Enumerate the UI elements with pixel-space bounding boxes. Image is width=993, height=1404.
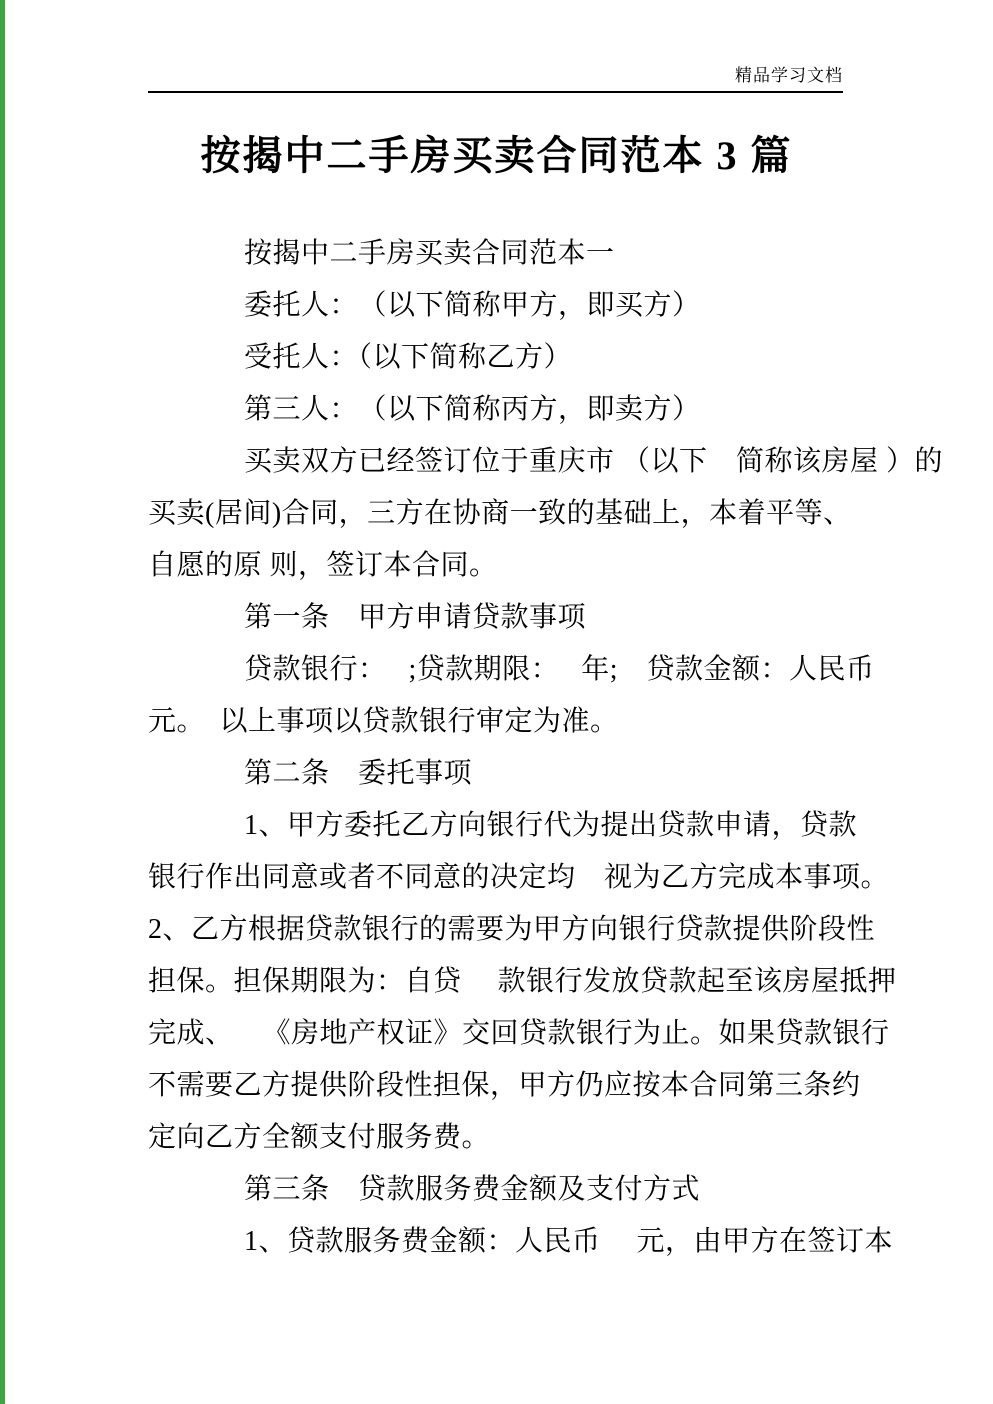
document-body xyxy=(148,228,944,1268)
header-divider xyxy=(148,91,843,93)
text-line: 1、贷款服务费金额：人民币 元，由甲方在签订本 xyxy=(244,1226,894,1257)
document-title: 按揭中二手房买卖合同范本 3 篇 xyxy=(200,133,793,178)
text-line: 元。 以上事项以贷款银行审定为准。 xyxy=(148,706,619,737)
text-line: 2、乙方根据贷款银行的需要为甲方向银行贷款提供阶段性 xyxy=(148,914,876,945)
text-line: 完成、 《房地产权证》交回贷款银行为止。如果贷款银行 xyxy=(148,1018,890,1049)
text-line: 第二条 委托事项 xyxy=(244,758,473,789)
text-line: 不需要乙方提供阶段性担保，甲方仍应按本合同第三条约 xyxy=(148,1070,861,1101)
text-line: 委托人： （以下简称甲方，即买方） xyxy=(244,290,701,321)
text-line: 贷款银行： ;贷款期限： 年; 贷款金额：人民币 xyxy=(244,654,875,685)
text-line: 买卖双方已经签订位于重庆市 （以下 简称该房屋 ）的 xyxy=(244,446,944,477)
text-line: 买卖(居间)合同，三方在协商一致的基础上，本着平等、 xyxy=(148,498,852,529)
text-line: 受托人：（以下简称乙方） xyxy=(244,342,573,373)
header-watermark: 精品学习文档 xyxy=(735,66,843,85)
text-line: 银行作出同意或者不同意的决定均 视为乙方完成本事项。 xyxy=(148,862,890,893)
text-line: 自愿的原 则，签订本合同。 xyxy=(148,550,498,581)
text-line: 1、甲方委托乙方向银行代为提出贷款申请，贷款 xyxy=(244,810,858,841)
text-line: 定向乙方全额支付服务费。 xyxy=(148,1122,491,1153)
text-line: 第一条 甲方申请贷款事项 xyxy=(244,602,587,633)
text-line: 担保。担保期限为：自贷 款银行发放贷款起至该房屋抵押 xyxy=(148,966,897,997)
text-line: 第三条 贷款服务费金额及支付方式 xyxy=(244,1174,701,1205)
page-edge-accent xyxy=(0,0,5,1404)
text-line: 第三人： （以下简称丙方，即卖方） xyxy=(244,394,701,425)
text-line: 按揭中二手房买卖合同范本一 xyxy=(244,238,615,269)
